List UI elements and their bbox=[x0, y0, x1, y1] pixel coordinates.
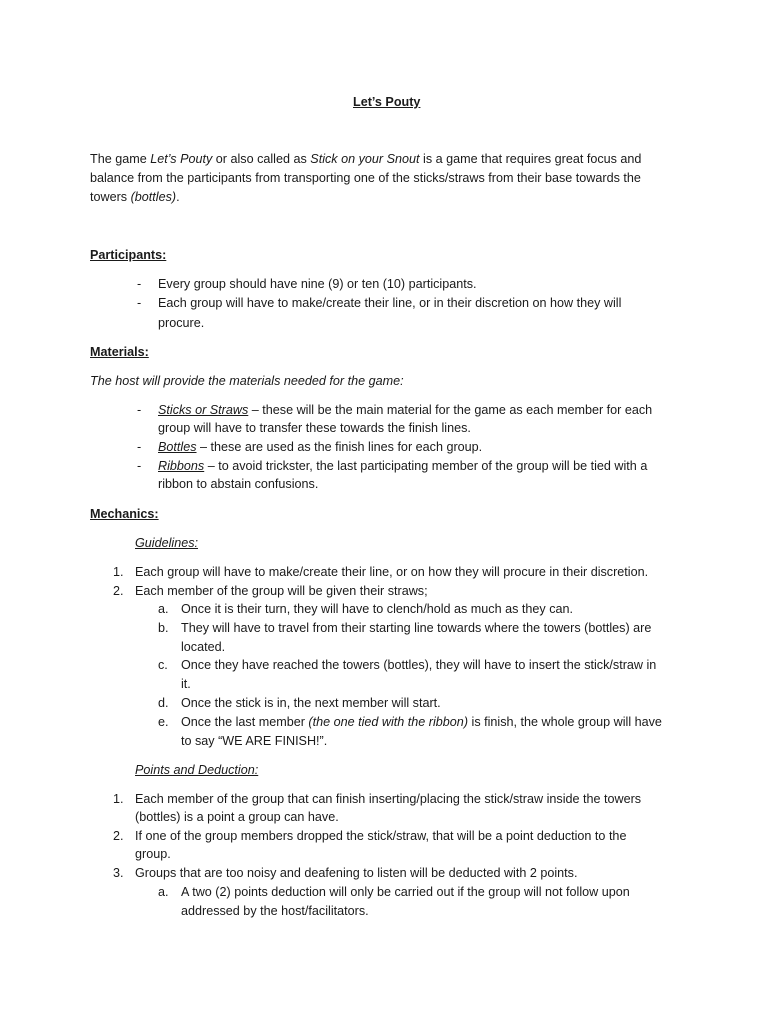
guidelines-heading: Guidelines: bbox=[135, 536, 199, 550]
list-item bbox=[158, 441, 482, 454]
list-item-continued: group will have to transfer these towards the finish lines. bbox=[158, 421, 471, 435]
materials-heading: Materials: bbox=[90, 345, 149, 359]
intro-line-2: balance from the participants from transporting one of the sticks/straws from their base towards the bbox=[90, 171, 641, 185]
sublist-item: Once it is their turn, they will have to clench/hold as much as they can. bbox=[181, 602, 573, 616]
intro-line-1 bbox=[90, 153, 641, 166]
list-item: Each group will have to make/create their line, or on how they will procure in their discretion. bbox=[135, 565, 649, 579]
list-item: Each member of the group that can finish inserting/placing the stick/straw inside the towers bbox=[135, 792, 642, 806]
sublist-item-continued: to say “WE ARE FINISH!”. bbox=[181, 734, 328, 748]
sublist-item bbox=[181, 716, 662, 729]
intro-text: . bbox=[176, 190, 180, 204]
list-bullet: - bbox=[137, 403, 142, 417]
participants-heading: Participants: bbox=[90, 248, 167, 262]
sublist-letter: d. bbox=[158, 696, 169, 710]
list-bullet: - bbox=[137, 296, 142, 310]
material-term: Sticks or Straws bbox=[158, 403, 249, 417]
material-desc: – these will be the main material for the game as each member for each bbox=[248, 403, 653, 417]
mechanics-heading: Mechanics: bbox=[90, 507, 159, 521]
game-name: Let’s Pouty bbox=[150, 152, 213, 166]
points-heading: Points and Deduction: bbox=[135, 763, 259, 777]
sublist-item: Once the stick is in, the next member will start. bbox=[181, 696, 441, 710]
materials-intro: The host will provide the materials needed for the game: bbox=[90, 374, 404, 388]
intro-text: is a game that requires great focus and bbox=[419, 152, 642, 166]
sublist-item-continued: located. bbox=[181, 640, 226, 654]
list-item-continued: group. bbox=[135, 847, 171, 861]
sublist-item-continued: addressed by the host/facilitators. bbox=[181, 904, 369, 918]
material-term: Ribbons bbox=[158, 459, 205, 473]
sublist-letter: c. bbox=[158, 658, 168, 672]
sublist-item-continued: it. bbox=[181, 677, 191, 691]
intro-text: towers bbox=[90, 190, 131, 204]
list-item: Each group will have to make/create their line, or in their discretion on how they will bbox=[158, 296, 622, 310]
sublist-italic: (the one tied with the ribbon) bbox=[308, 715, 469, 729]
sublist-item: A two (2) points deduction will only be carried out if the group will not follow upon bbox=[181, 885, 630, 899]
material-desc: – these are used as the finish lines for each group. bbox=[196, 440, 483, 454]
list-number: 1. bbox=[113, 565, 124, 579]
intro-line-3 bbox=[90, 191, 180, 204]
list-number: 1. bbox=[113, 792, 124, 806]
list-item: If one of the group members dropped the stick/straw, that will be a point deduction to the bbox=[135, 829, 627, 843]
list-bullet: - bbox=[137, 459, 142, 473]
game-alt-name: Stick on your Snout bbox=[310, 152, 420, 166]
list-item: Each member of the group will be given their straws; bbox=[135, 584, 428, 598]
material-term: Bottles bbox=[158, 440, 197, 454]
sublist-item: Once they have reached the towers (bottles), they will have to insert the stick/straw in bbox=[181, 658, 657, 672]
sublist-letter: a. bbox=[158, 885, 169, 899]
list-item bbox=[158, 404, 652, 417]
list-number: 2. bbox=[113, 829, 124, 843]
sublist-letter: e. bbox=[158, 715, 169, 729]
intro-italic: (bottles) bbox=[130, 190, 177, 204]
intro-text: The game bbox=[90, 152, 151, 166]
list-item bbox=[158, 460, 647, 473]
list-item-continued: ribbon to abstain confusions. bbox=[158, 477, 319, 491]
list-number: 3. bbox=[113, 866, 124, 880]
list-item-continued: procure. bbox=[158, 316, 205, 330]
intro-text: or also called as bbox=[212, 152, 311, 166]
list-item: Groups that are too noisy and deafening to listen will be deducted with 2 points. bbox=[135, 866, 578, 880]
sublist-text: is finish, the whole group will have bbox=[468, 715, 662, 729]
sublist-letter: a. bbox=[158, 602, 169, 616]
sublist-letter: b. bbox=[158, 621, 169, 635]
sublist-text: Once the last member bbox=[181, 715, 309, 729]
list-bullet: - bbox=[137, 440, 142, 454]
material-desc: – to avoid trickster, the last participating member of the group will be tied with a bbox=[204, 459, 648, 473]
document-title: Let’s Pouty bbox=[353, 95, 421, 109]
list-item-continued: (bottles) is a point a group can have. bbox=[135, 810, 339, 824]
list-number: 2. bbox=[113, 584, 124, 598]
list-bullet: - bbox=[137, 277, 142, 291]
sublist-item: They will have to travel from their starting line towards where the towers (bottles) are bbox=[181, 621, 652, 635]
list-item: Every group should have nine (9) or ten (10) participants. bbox=[158, 277, 477, 291]
